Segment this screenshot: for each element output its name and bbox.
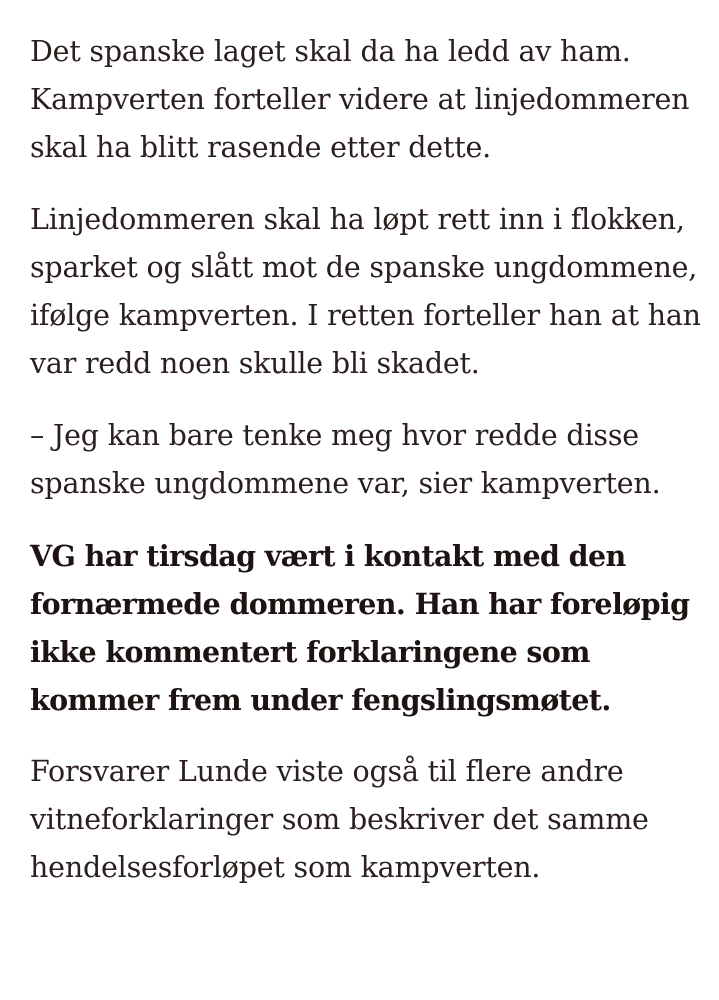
article-paragraph-bold: VG har tirsdag vært i kontakt med den fornærmede dommeren. Han har foreløpig ikke kommentert forklaringene som kommer frem under fengslingsmøtet. bbox=[30, 539, 690, 717]
article-paragraph: – Jeg kan bare tenke meg hvor redde disse spanske ungdommene var, sier kampverten. bbox=[30, 419, 661, 500]
article-paragraph: Det spanske laget skal da ha ledd av ham. Kampverten forteller videre at linjedommeren skal ha blitt rasende etter dette. bbox=[30, 35, 690, 164]
article-paragraph: Linjedommeren skal ha løpt rett inn i flokken, sparket og slått mot de spanske ungdommene, ifølge kampverten. I retten forteller han at han var redd noen skulle bli skadet. bbox=[30, 203, 701, 380]
article-paragraph: Forsvarer Lunde viste også til flere andre vitneforklaringer som beskriver det samme hendelsesforløpet som kampverten. bbox=[30, 755, 649, 884]
